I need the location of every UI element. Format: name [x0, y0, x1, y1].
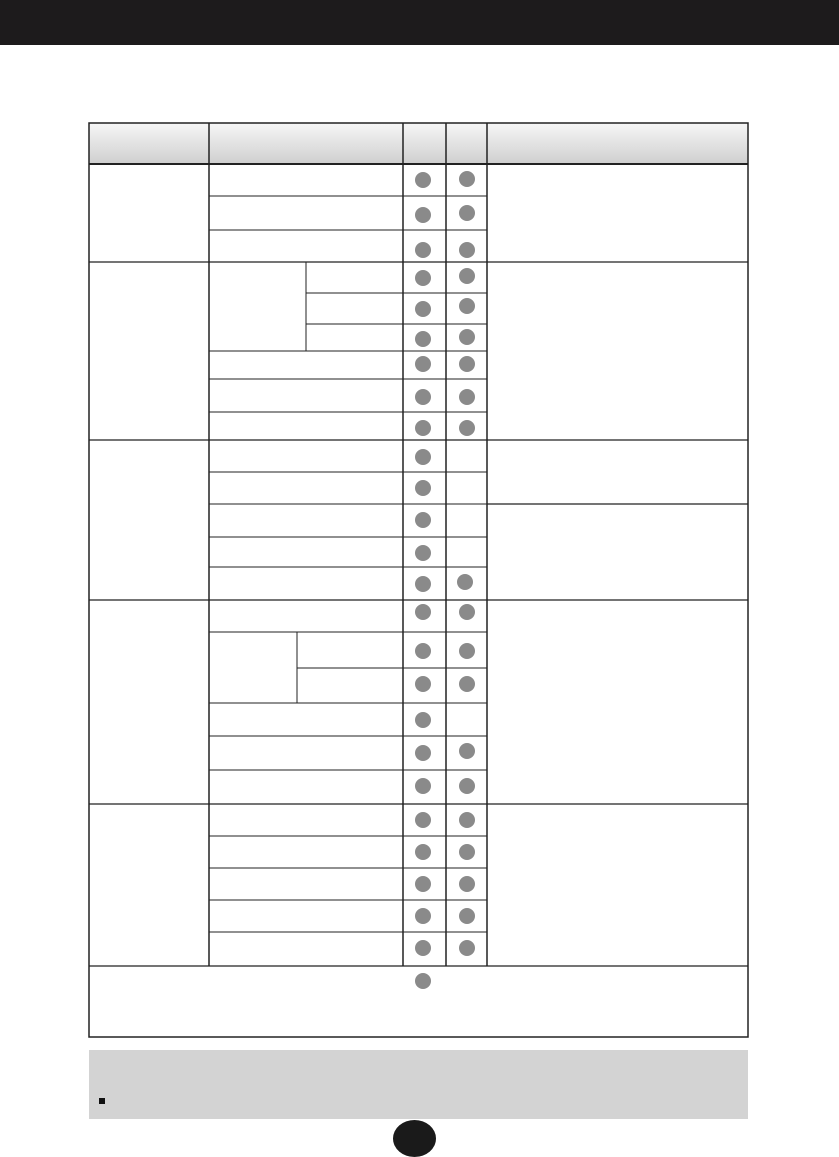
column-dividers — [209, 123, 487, 966]
support-dots-col-1 — [415, 172, 431, 989]
square-bullet-icon — [99, 1098, 105, 1104]
note-box — [89, 1050, 748, 1119]
page-number-badge — [393, 1120, 436, 1157]
table-header-row — [89, 123, 748, 164]
support-dots-col-2 — [457, 171, 475, 956]
